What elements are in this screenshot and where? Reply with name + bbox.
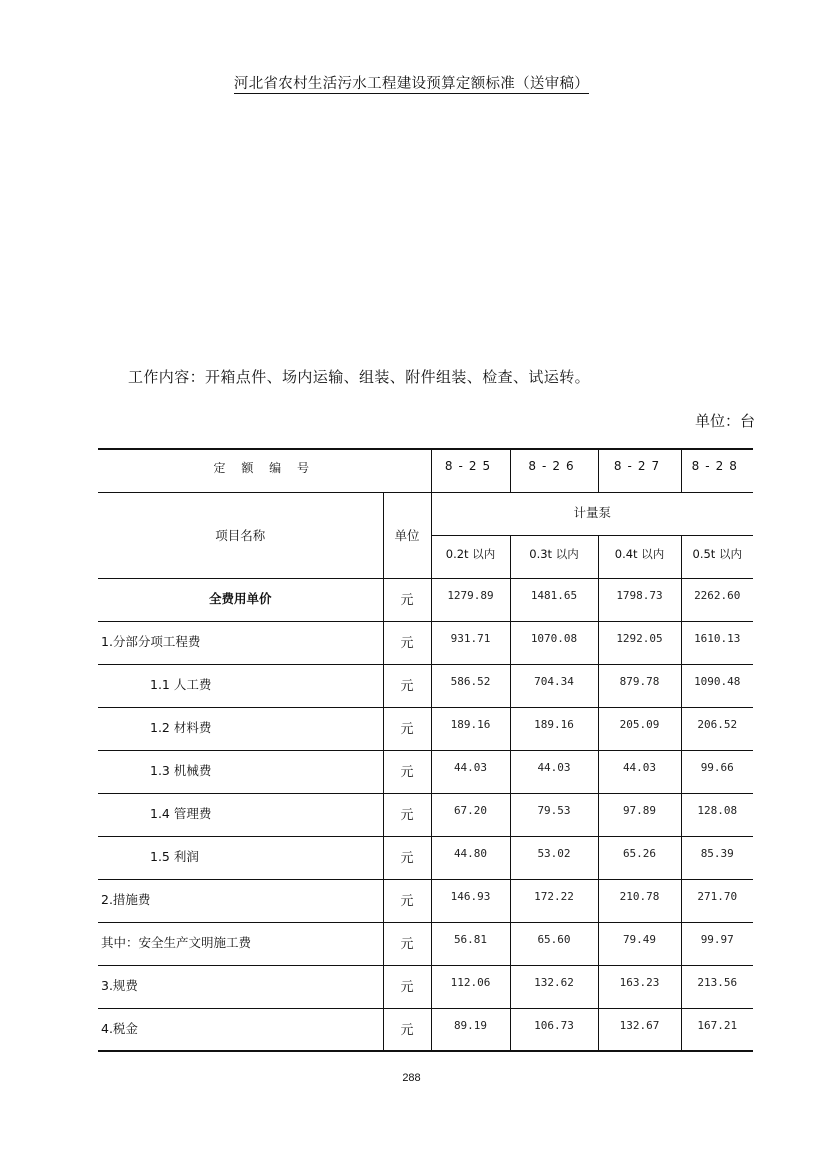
value: 206.52 bbox=[697, 717, 738, 731]
value-cell bbox=[431, 793, 510, 836]
value-cell bbox=[598, 836, 681, 879]
value-cell bbox=[681, 707, 753, 750]
value: 1610.13 bbox=[694, 631, 741, 645]
value-cell bbox=[681, 879, 753, 922]
row-unit: 元 bbox=[400, 764, 414, 780]
item-name-label: 项目名称 bbox=[215, 528, 266, 543]
value: 1481.65 bbox=[530, 588, 578, 602]
row-unit: 元 bbox=[400, 721, 414, 737]
group-header bbox=[431, 492, 753, 535]
value-cell bbox=[431, 578, 510, 621]
item-name-header bbox=[98, 492, 383, 578]
value: 85.39 bbox=[700, 846, 734, 860]
row-name-cell bbox=[98, 793, 383, 836]
value-cell bbox=[510, 750, 598, 793]
code-cell bbox=[598, 449, 681, 492]
row-unit-cell bbox=[383, 1008, 431, 1051]
value-cell bbox=[510, 621, 598, 664]
value: 704.34 bbox=[534, 674, 574, 688]
row-name-cell bbox=[98, 965, 383, 1008]
code-8-28: 8-28 bbox=[691, 459, 743, 473]
spec-label: 0.5t 以内 bbox=[692, 546, 742, 561]
value-cell bbox=[598, 621, 681, 664]
value: 1279.89 bbox=[447, 588, 494, 602]
value: 163.23 bbox=[619, 975, 660, 989]
value: 89.19 bbox=[453, 1018, 488, 1032]
table-row bbox=[98, 664, 753, 707]
value-cell bbox=[510, 1008, 598, 1051]
spec-label: 0.4t 以内 bbox=[614, 546, 665, 561]
document-title-text: 河北省农村生活污水工程建设预算定额标准（送审稿） bbox=[233, 76, 590, 92]
value-cell bbox=[431, 664, 510, 707]
value-cell bbox=[510, 707, 598, 750]
value: 879.78 bbox=[619, 674, 660, 688]
code-cell bbox=[510, 449, 598, 492]
spec-cell bbox=[681, 535, 753, 578]
value-cell bbox=[598, 750, 681, 793]
header-row-group bbox=[98, 492, 753, 535]
value-cell bbox=[598, 922, 681, 965]
value-cell bbox=[510, 965, 598, 1008]
value: 189.16 bbox=[450, 717, 491, 731]
value-cell bbox=[431, 965, 510, 1008]
spec-cell bbox=[510, 535, 598, 578]
row-unit: 元 bbox=[400, 807, 414, 823]
document-title bbox=[0, 72, 823, 93]
row-unit: 元 bbox=[400, 979, 414, 995]
table-row bbox=[98, 1008, 753, 1051]
value-cell bbox=[598, 793, 681, 836]
row-name: 1.1 人工费 bbox=[150, 676, 212, 692]
value-cell bbox=[510, 664, 598, 707]
value: 189.16 bbox=[534, 717, 574, 731]
value-cell bbox=[681, 664, 753, 707]
value: 172.22 bbox=[534, 889, 574, 903]
value-cell bbox=[598, 1008, 681, 1051]
row-unit-cell bbox=[383, 664, 431, 707]
value: 56.81 bbox=[453, 932, 488, 946]
row-name-cell bbox=[98, 621, 383, 664]
value-cell bbox=[681, 578, 753, 621]
row-name-cell bbox=[98, 750, 383, 793]
page-number: 288 bbox=[402, 1072, 421, 1084]
row-unit-cell bbox=[383, 793, 431, 836]
value-cell bbox=[598, 707, 681, 750]
code-8-26: 8-26 bbox=[528, 459, 580, 473]
value-cell bbox=[598, 664, 681, 707]
value: 586.52 bbox=[450, 674, 491, 688]
value-cell bbox=[510, 793, 598, 836]
row-unit-cell bbox=[383, 707, 431, 750]
code-cell bbox=[431, 449, 510, 492]
value: 205.09 bbox=[619, 717, 660, 731]
spec-cell bbox=[598, 535, 681, 578]
value: 99.97 bbox=[700, 932, 734, 946]
row-name: 4.税金 bbox=[101, 1020, 138, 1036]
table-row bbox=[98, 707, 753, 750]
value: 1070.08 bbox=[530, 631, 578, 645]
quota-table bbox=[98, 448, 753, 1052]
value-cell bbox=[681, 965, 753, 1008]
value: 53.02 bbox=[537, 846, 571, 860]
row-name-cell bbox=[98, 1008, 383, 1051]
table-row bbox=[98, 922, 753, 965]
value-cell bbox=[681, 922, 753, 965]
row-unit: 元 bbox=[400, 678, 414, 694]
value: 67.20 bbox=[453, 803, 488, 817]
row-unit: 元 bbox=[400, 850, 414, 866]
value: 146.93 bbox=[450, 889, 491, 903]
value-cell bbox=[510, 922, 598, 965]
row-unit: 元 bbox=[400, 936, 414, 952]
code-8-25: 8-25 bbox=[444, 459, 497, 473]
quota-code-label-cell bbox=[98, 449, 431, 492]
value-cell bbox=[431, 750, 510, 793]
value: 1292.05 bbox=[616, 631, 663, 645]
row-name-cell bbox=[98, 578, 383, 621]
row-unit-cell bbox=[383, 922, 431, 965]
value-cell bbox=[681, 836, 753, 879]
value: 128.08 bbox=[697, 803, 738, 817]
value: 65.60 bbox=[537, 932, 571, 946]
work-content-text: 工作内容：开箱点件、场内运输、组装、附件组装、检查、试运转。 bbox=[128, 368, 591, 386]
unit-note: 单位：台 bbox=[695, 412, 756, 430]
value: 112.06 bbox=[450, 975, 491, 989]
value: 167.21 bbox=[697, 1018, 738, 1032]
value: 99.66 bbox=[700, 760, 734, 774]
row-unit: 元 bbox=[400, 592, 414, 608]
code-cell bbox=[681, 449, 753, 492]
row-name: 全费用单价 bbox=[208, 590, 272, 606]
row-unit-cell bbox=[383, 879, 431, 922]
table-row bbox=[98, 793, 753, 836]
row-unit-cell bbox=[383, 750, 431, 793]
row-unit-cell bbox=[383, 836, 431, 879]
spec-label: 0.2t 以内 bbox=[445, 546, 496, 561]
value-cell bbox=[510, 836, 598, 879]
value-cell bbox=[431, 707, 510, 750]
value: 1090.48 bbox=[694, 674, 741, 688]
value-cell bbox=[598, 965, 681, 1008]
row-name-cell bbox=[98, 922, 383, 965]
row-name: 1.3 机械费 bbox=[150, 762, 212, 778]
value-cell bbox=[510, 879, 598, 922]
value: 106.73 bbox=[534, 1018, 574, 1032]
value-cell bbox=[431, 879, 510, 922]
row-unit: 元 bbox=[400, 893, 414, 909]
value: 44.03 bbox=[622, 760, 657, 774]
value-cell bbox=[510, 578, 598, 621]
spec-cell bbox=[431, 535, 510, 578]
value-cell bbox=[681, 793, 753, 836]
value-cell bbox=[431, 836, 510, 879]
value-cell bbox=[681, 621, 753, 664]
row-unit-cell bbox=[383, 578, 431, 621]
value-cell bbox=[681, 750, 753, 793]
row-name-cell bbox=[98, 836, 383, 879]
value: 44.03 bbox=[453, 760, 488, 774]
table-row bbox=[98, 836, 753, 879]
value-cell bbox=[431, 1008, 510, 1051]
value: 210.78 bbox=[619, 889, 660, 903]
row-name-cell bbox=[98, 707, 383, 750]
row-name: 1.分部分项工程费 bbox=[101, 633, 201, 649]
row-name: 1.4 管理费 bbox=[150, 805, 212, 821]
value: 132.67 bbox=[619, 1018, 660, 1032]
group-label: 计量泵 bbox=[573, 504, 611, 520]
value: 132.62 bbox=[534, 975, 574, 989]
row-name-cell bbox=[98, 664, 383, 707]
header-row-quota-code bbox=[98, 449, 753, 492]
unit-label: 单位 bbox=[394, 528, 420, 543]
row-unit: 元 bbox=[400, 635, 414, 651]
value: 65.26 bbox=[622, 846, 657, 860]
value: 79.53 bbox=[537, 803, 571, 817]
table-row bbox=[98, 965, 753, 1008]
row-name: 3.规费 bbox=[101, 977, 138, 993]
table-row bbox=[98, 578, 753, 621]
value-cell bbox=[598, 879, 681, 922]
value-cell bbox=[598, 578, 681, 621]
row-unit: 元 bbox=[400, 1022, 414, 1038]
value: 271.70 bbox=[697, 889, 738, 903]
value: 79.49 bbox=[622, 932, 657, 946]
row-name: 1.5 利润 bbox=[150, 848, 199, 864]
value-cell bbox=[431, 621, 510, 664]
table-row bbox=[98, 621, 753, 664]
unit-header bbox=[383, 492, 431, 578]
value: 44.80 bbox=[453, 846, 488, 860]
value: 213.56 bbox=[697, 975, 738, 989]
code-8-27: 8-27 bbox=[613, 459, 666, 473]
value: 931.71 bbox=[450, 631, 491, 645]
table-row bbox=[98, 750, 753, 793]
row-name-cell bbox=[98, 879, 383, 922]
row-unit-cell bbox=[383, 621, 431, 664]
value-cell bbox=[431, 922, 510, 965]
value: 44.03 bbox=[537, 760, 571, 774]
value: 2262.60 bbox=[694, 588, 741, 602]
value: 1798.73 bbox=[616, 588, 663, 602]
value: 97.89 bbox=[622, 803, 657, 817]
value-cell bbox=[681, 1008, 753, 1051]
row-name: 1.2 材料费 bbox=[150, 719, 212, 735]
spec-label: 0.3t 以内 bbox=[529, 546, 579, 561]
row-unit-cell bbox=[383, 965, 431, 1008]
row-name: 其中：安全生产文明施工费 bbox=[101, 934, 252, 950]
quota-code-label: 定 额 编 号 bbox=[213, 461, 315, 475]
row-name: 2.措施费 bbox=[101, 891, 151, 907]
table-row bbox=[98, 879, 753, 922]
